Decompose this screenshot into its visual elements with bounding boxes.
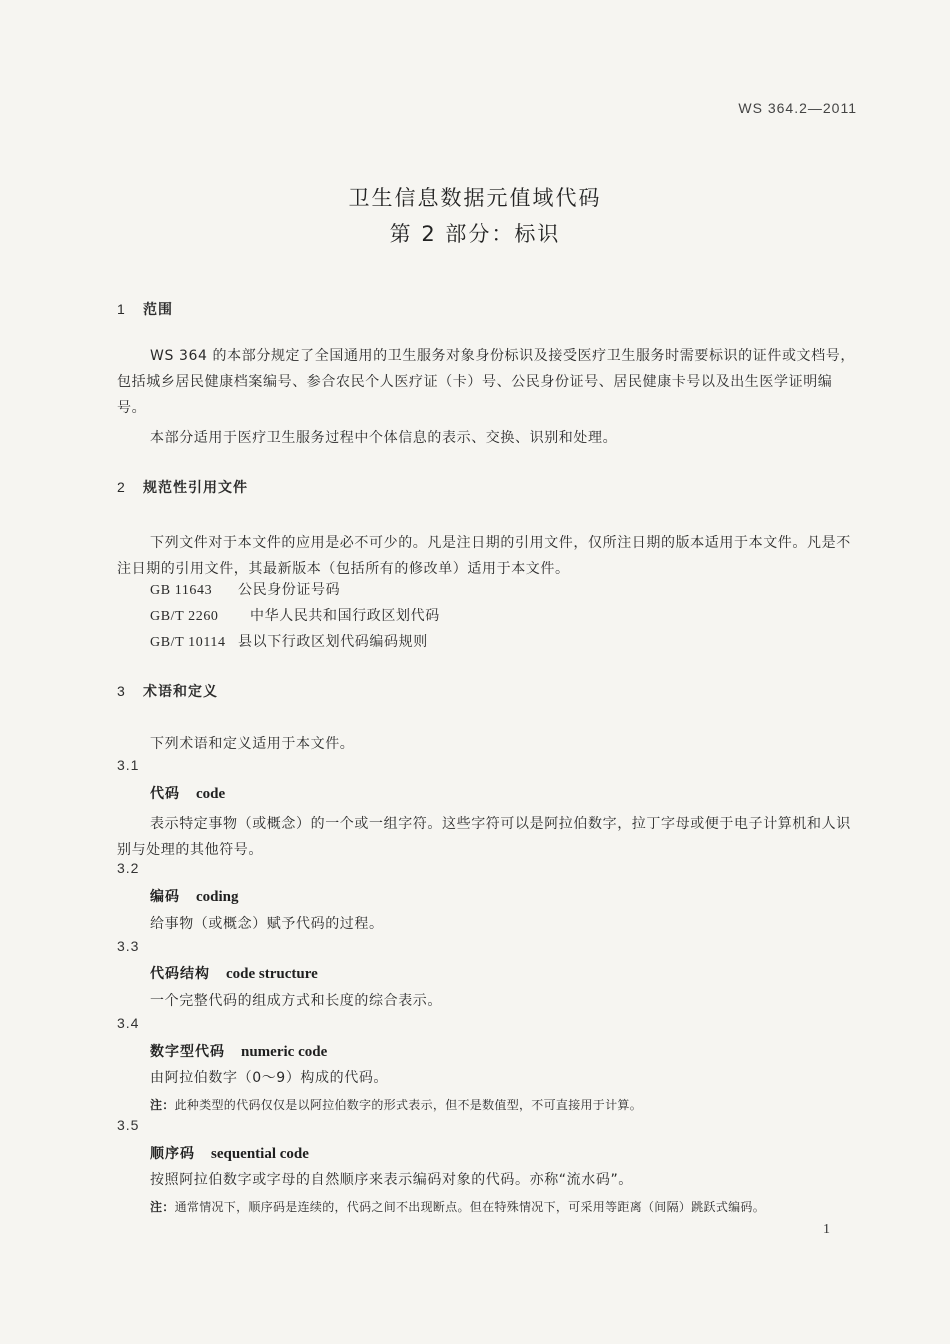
term-zh: 代码 [150,786,180,802]
reference-item [150,579,340,599]
term-note [150,1198,765,1215]
section-number: 1 [117,301,125,317]
term-number: 3.1 [117,757,140,773]
term-definition: 由阿拉伯数字（0～9）构成的代码。 [150,1070,389,1086]
section-heading-3 [117,681,218,701]
reference-code: GB/T 2260 [150,609,219,624]
term-definition: 一个完整代码的组成方式和长度的综合表示。 [150,993,442,1009]
scope-applicability: 本部分适用于医疗卫生服务过程中个体信息的表示、交换、识别和处理。 [150,430,618,446]
terms-intro: 下列术语和定义适用于本文件。 [150,736,355,752]
section-heading-2 [117,477,248,497]
term-note [150,1096,642,1113]
section-number: 2 [117,479,125,495]
reference-name: 县以下行政区划代码编码规则 [238,634,428,650]
term-en: coding [196,889,239,905]
section-title: 范围 [143,302,173,318]
reference-name: 中华人民共和国行政区划代码 [250,608,440,624]
reference-item [150,631,428,651]
reference-code: GB 11643 [150,583,213,598]
term-en: code structure [226,966,318,982]
term-number: 3.3 [117,938,140,954]
term-heading [150,886,239,906]
note-text: 此种类型的代码仅仅是以阿拉伯数字的形式表示，但不是数值型，不可直接用于计算。 [174,1098,643,1112]
page-number: 1 [823,1222,830,1237]
term-number: 3.5 [117,1117,140,1133]
reference-item [150,605,440,625]
term-heading [150,1041,327,1061]
term-definition: 给事物（或概念）赋予代码的过程。 [150,916,384,932]
references-paragraph: 下列文件对于本文件的应用是必不可少的。凡是注日期的引用文件，仅所注日期的版本适用于本文件。凡是不注日期的引用文件，其最新版本（包括所有的修改单）适用于本文件。 [117,535,851,577]
document-subtitle: 第 2 部分：标识 [389,222,561,246]
term-heading [150,963,318,983]
term-number: 3.4 [117,1015,140,1031]
term-heading [150,1143,309,1163]
section-title: 术语和定义 [143,684,218,700]
standard-code: WS 364.2—2011 [738,100,857,116]
document-title: 卫生信息数据元值域代码 [348,186,602,210]
term-en: sequential code [211,1146,309,1162]
term-zh: 代码结构 [150,966,210,982]
section-number: 3 [117,683,125,699]
section-title: 规范性引用文件 [143,480,248,496]
term-en: numeric code [241,1044,328,1060]
term-number: 3.2 [117,860,140,876]
term-definition: 按照阿拉伯数字或字母的自然顺序来表示编码对象的代码。亦称“流水码”。 [150,1172,633,1188]
term-zh: 顺序码 [150,1146,195,1162]
section-heading-1 [117,299,173,319]
reference-code: GB/T 10114 [150,635,226,650]
reference-name: 公民身份证号码 [238,582,341,598]
note-label: 注： [150,1200,175,1214]
term-heading [150,783,225,803]
scope-paragraph: WS 364 的本部分规定了全国通用的卫生服务对象身份标识及接受医疗卫生服务时需要标识的证件或文档号，包括城乡居民健康档案编号、参合农民个人医疗证（卡）号、公民身份证号、居民健康卡号以及出生医学证明编号。 [117,348,855,416]
note-text: 通常情况下，顺序码是连续的，代码之间不出现断点。但在特殊情况下，可采用等距离（间隔）跳跃式编码。 [174,1200,766,1214]
term-zh: 编码 [150,889,180,905]
term-definition: 表示特定事物（或概念）的一个或一组字符。这些字符可以是阿拉伯数字，拉丁字母或便于电子计算机和人识别与处理的其他符号。 [117,816,851,858]
note-label: 注： [150,1098,175,1112]
term-en: code [196,786,226,802]
term-zh: 数字型代码 [150,1044,225,1060]
